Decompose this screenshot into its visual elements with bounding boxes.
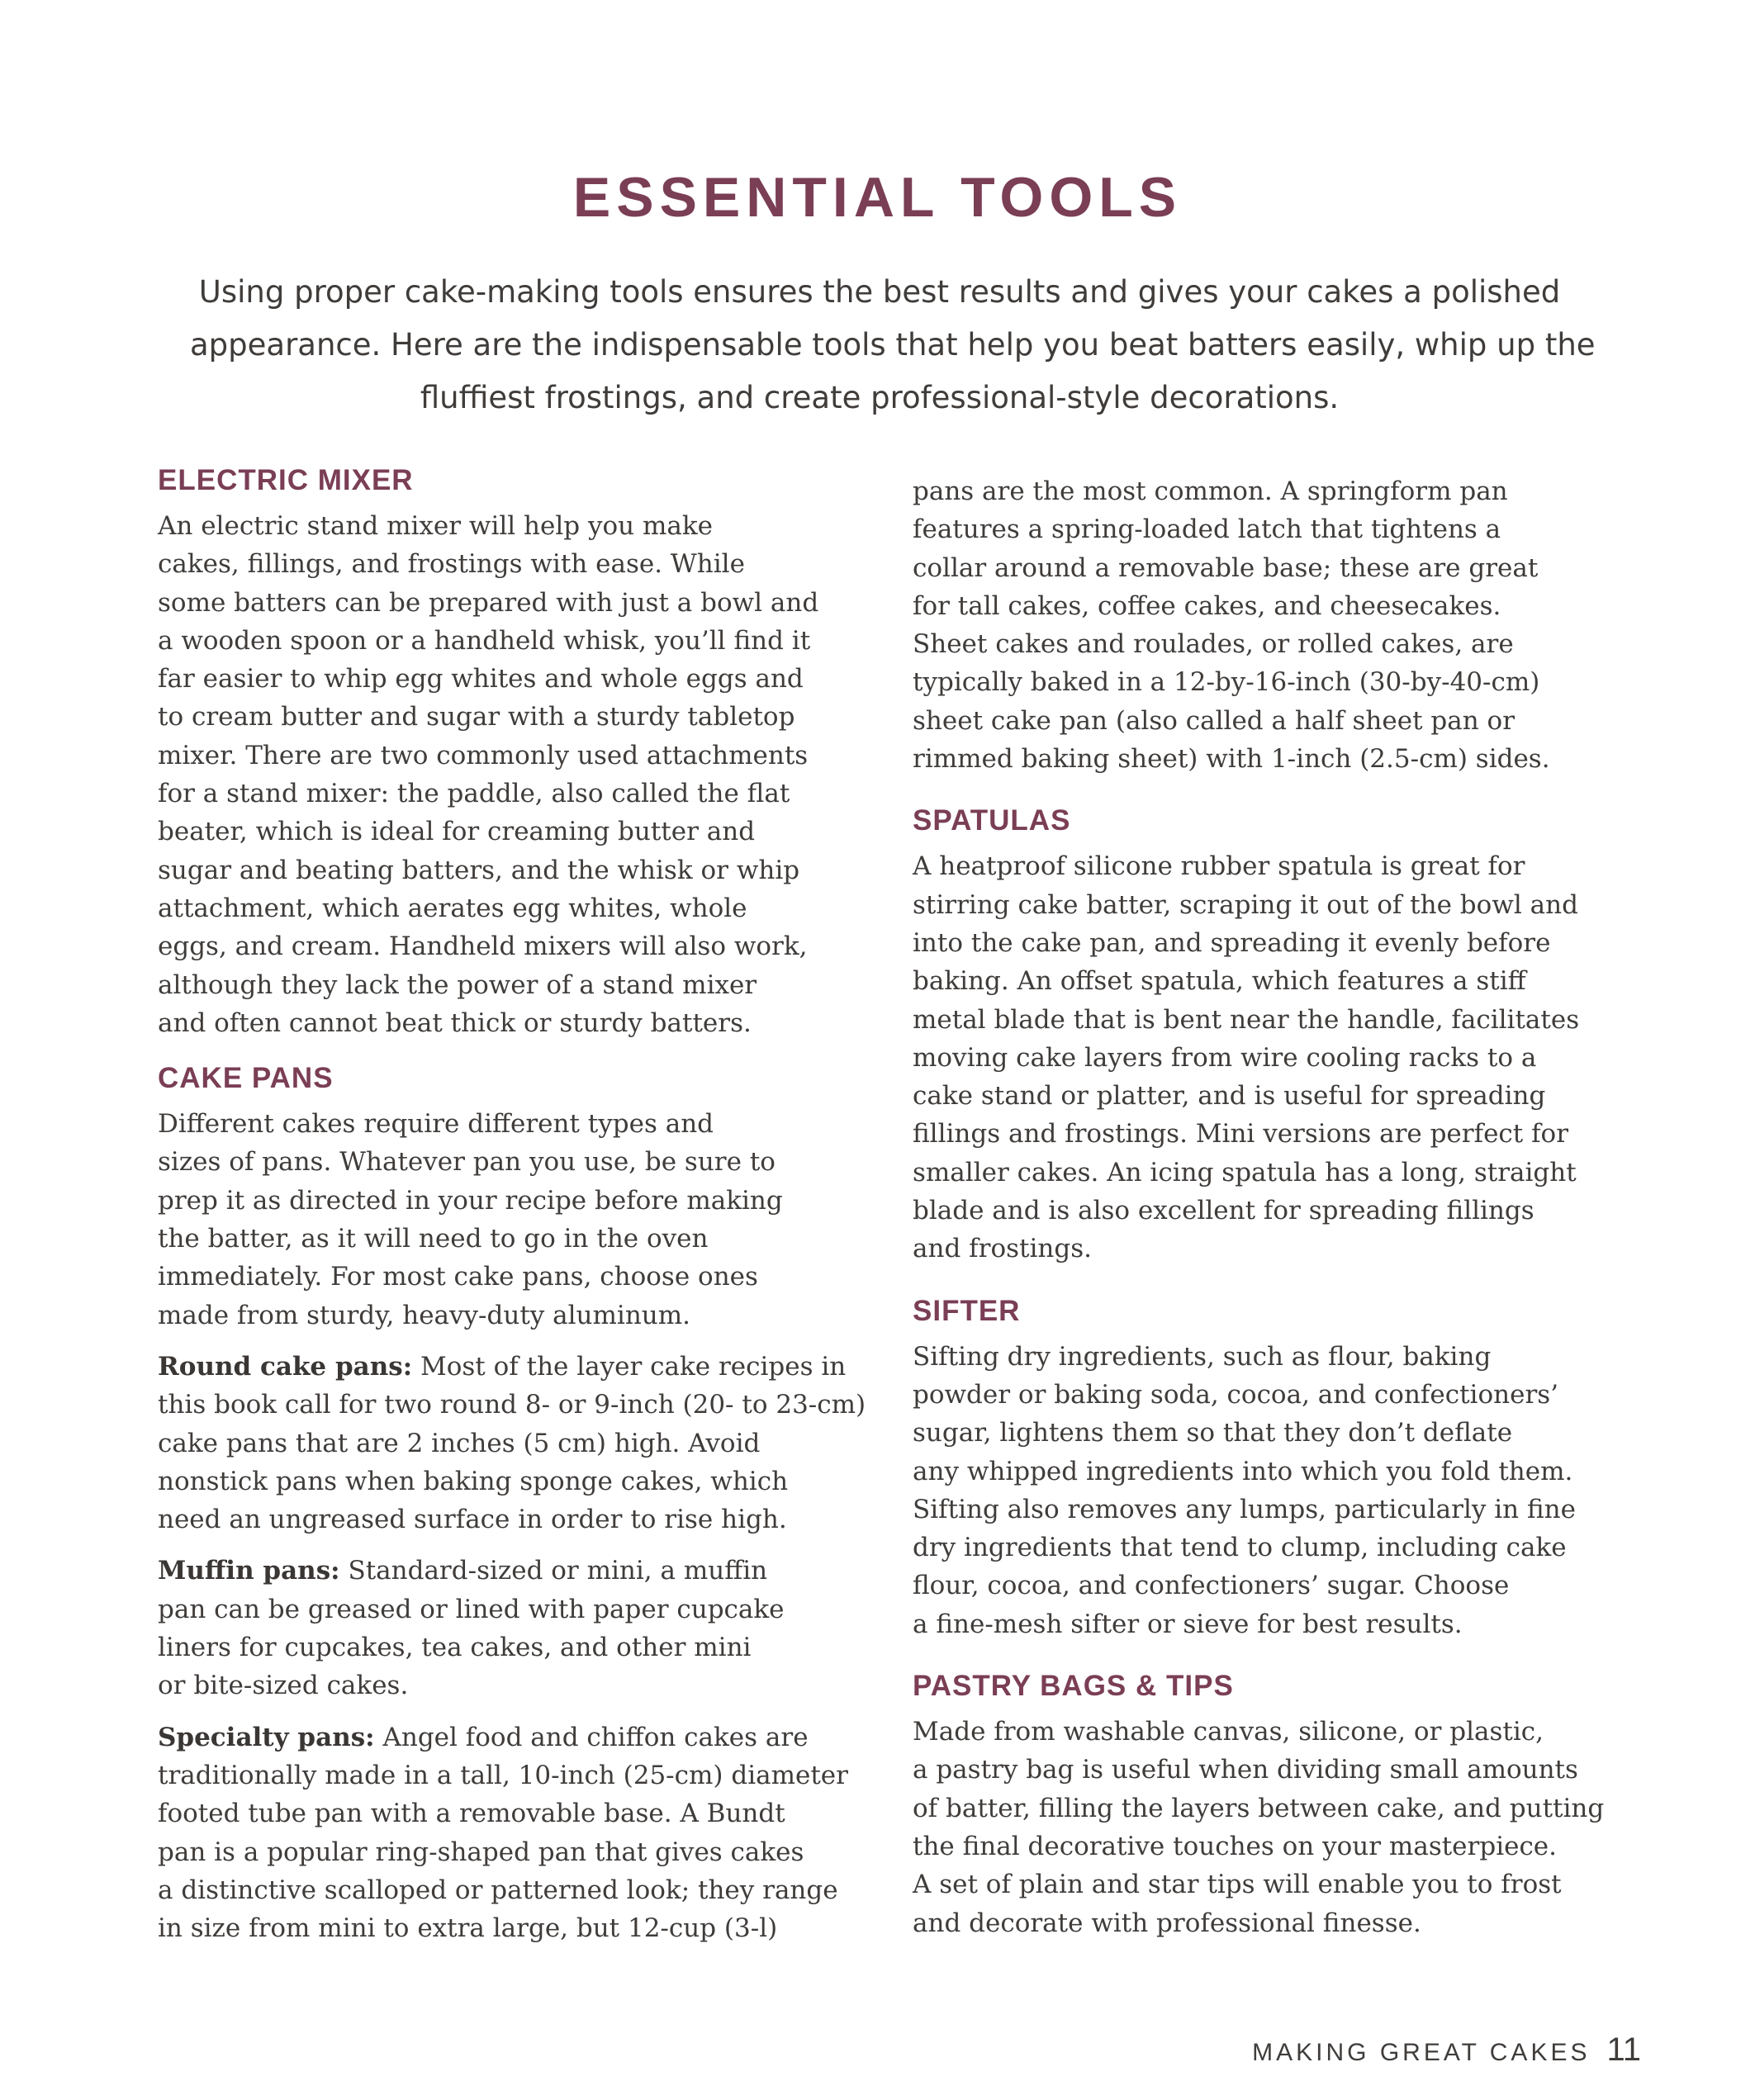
spatulas-text — [913, 847, 1639, 1268]
section-heading-spatulas: SPATULAS — [913, 804, 1071, 837]
sifter-text — [913, 1338, 1639, 1643]
text-line: pan is a popular ring-shaped pan that gives cakes — [158, 1837, 804, 1867]
section-heading-electric-mixer: ELECTRIC MIXER — [158, 464, 414, 496]
text-line: and often cannot beat thick or sturdy batters. — [158, 1007, 752, 1038]
specialty-pans-text — [158, 1718, 885, 1948]
text-line: Sheet cakes and roulades, or rolled cakes, are — [913, 629, 1514, 660]
section-heading-pastry-bags: PASTRY BAGS & TIPS — [913, 1670, 1234, 1703]
intro-line: Using proper cake-making tools ensures the best results and gives your cakes a polished — [198, 274, 1561, 310]
text-line: the batter, as it will need to go in the oven — [158, 1224, 709, 1254]
text-line: a wooden spoon or a handheld whisk, you’ll find it — [158, 625, 811, 656]
text-line: any whipped ingredients into which you fold them. — [913, 1456, 1573, 1486]
page-footer — [1252, 2031, 1641, 2069]
left-column — [158, 462, 885, 1947]
text-line: the final decorative touches on your masterpiece. — [913, 1831, 1558, 1861]
text-line: blade and is also excellent for spreading fillings — [913, 1196, 1534, 1226]
text-line: immediately. For most cake pans, choose ones — [158, 1262, 758, 1292]
text-line: beater, which is ideal for creaming butter and — [158, 817, 756, 847]
text-line — [158, 1552, 885, 1590]
cake-pans-text — [158, 1105, 885, 1334]
text-line: to cream butter and sugar with a sturdy tabletop — [158, 702, 795, 732]
electric-mixer-text — [158, 507, 885, 1042]
text-line: Different cakes require different types and — [158, 1109, 714, 1140]
section-heading-sifter: SIFTER — [913, 1294, 1021, 1327]
text-fragment: Most of the layer cake recipes in — [412, 1351, 847, 1382]
text-line: Made from washable canvas, silicone, or plastic, — [913, 1717, 1544, 1747]
text-line: flour, cocoa, and confectioners’ sugar. Choose — [913, 1571, 1510, 1601]
text-line: typically baked in a 12-by-16-inch (30-by-40-cm) — [913, 667, 1540, 698]
text-line: a pastry bag is useful when dividing small amounts — [913, 1755, 1578, 1785]
page-title: ESSENTIAL TOOLS — [572, 166, 1183, 229]
text-line: metal blade that is bent near the handle, facilitates — [913, 1004, 1580, 1035]
text-line: A set of plain and star tips will enable you to frost — [913, 1870, 1562, 1900]
text-line: need an ungreased surface in order to rise high. — [158, 1505, 787, 1535]
text-line: liners for cupcakes, tea cakes, and other mini — [158, 1633, 752, 1663]
intro-line: appearance. Here are the indispensable tools that help you beat batters easily, whip up the — [190, 327, 1596, 363]
text-line: Sifting also removes any lumps, particularly in fine — [913, 1494, 1576, 1524]
text-line: and frostings. — [913, 1234, 1092, 1264]
page-number: 11 — [1606, 2031, 1641, 2068]
text-line: An electric stand mixer will help you make — [158, 511, 713, 541]
text-line: cake stand or platter, and is useful for spreading — [913, 1081, 1546, 1112]
text-line: baking. An offset spatula, which features a stiff — [913, 966, 1526, 997]
text-line: a fine-mesh sifter or sieve for best results. — [913, 1609, 1463, 1639]
text-line: in size from mini to extra large, but 12-cup (3-l) — [158, 1913, 778, 1944]
text-line: powder or baking soda, cocoa, and confectioners’ — [913, 1379, 1559, 1410]
text-line: pan can be greased or lined with paper cupcake — [158, 1594, 785, 1624]
text-line: some batters can be prepared with just a bowl and — [158, 587, 819, 618]
text-line: cakes, fillings, and frostings with ease. While — [158, 549, 745, 580]
text-line: made from sturdy, heavy-duty aluminum. — [158, 1300, 691, 1330]
text-line: and decorate with professional finesse. — [913, 1908, 1421, 1938]
text-line: pans are the most common. A springform pan — [913, 476, 1508, 506]
text-line: a distinctive scalloped or patterned look; they range — [158, 1875, 838, 1905]
text-line: into the cake pan, and spreading it evenly before — [913, 927, 1551, 958]
text-line: sheet cake pan (also called a half sheet pan or — [913, 705, 1515, 736]
text-line: eggs, and cream. Handheld mixers will also work, — [158, 931, 808, 962]
text-line: sugar, lightens them so that they don’t deflate — [913, 1418, 1513, 1448]
text-line: mixer. There are two commonly used attachments — [158, 740, 809, 770]
text-line: dry ingredients that tend to clump, including cake — [913, 1533, 1567, 1563]
text-line: or bite-sized cakes. — [158, 1671, 409, 1701]
text-line: cake pans that are 2 inches (5 cm) high. Avoid — [158, 1428, 761, 1458]
text-line: for a stand mixer: the paddle, also called the flat — [158, 779, 790, 809]
text-line — [158, 1348, 885, 1386]
muffin-pans-label: Muffin pans: — [158, 1556, 340, 1586]
text-line: fillings and frostings. Mini versions are perfect for — [913, 1119, 1569, 1150]
text-line: sugar and beating batters, and the whisk or whip — [158, 855, 800, 885]
text-fragment: Standard-sized or mini, a muffin — [339, 1556, 768, 1586]
text-line: stirring cake batter, scraping it out of the bowl and — [913, 889, 1578, 920]
section-heading-cake-pans: CAKE PANS — [158, 1062, 334, 1095]
footer-section-title: MAKING GREAT CAKES — [1252, 2039, 1591, 2066]
round-cake-pans-text — [158, 1348, 885, 1538]
specialty-pans-label: Specialty pans: — [158, 1722, 375, 1752]
text-line: smaller cakes. An icing spatula has a long, straight — [913, 1157, 1577, 1187]
text-fragment: Angel food and chiffon cakes are — [374, 1722, 809, 1752]
text-line: rimmed baking sheet) with 1-inch (2.5-cm) sides. — [913, 744, 1550, 775]
specialty-pans-continued-text — [913, 472, 1639, 778]
right-column — [913, 472, 1639, 1942]
text-line: for tall cakes, coffee cakes, and cheesecakes. — [913, 590, 1501, 621]
text-line: this book call for two round 8- or 9-inch (20- to 23-cm) — [158, 1390, 866, 1420]
pastry-bags-text — [913, 1713, 1639, 1942]
text-line: sizes of pans. Whatever pan you use, be sure to — [158, 1147, 776, 1178]
text-line: of batter, filling the layers between cake, and putting — [913, 1793, 1605, 1823]
intro-line: fluffiest frostings, and create professional-style decorations. — [420, 380, 1340, 415]
text-line: features a spring-loaded latch that tightens a — [913, 514, 1501, 545]
text-line: collar around a removable base; these are great — [913, 552, 1539, 583]
muffin-pans-text — [158, 1552, 885, 1704]
round-cake-pans-label: Round cake pans: — [158, 1351, 413, 1382]
text-line: footed tube pan with a removable base. A Bundt — [158, 1799, 785, 1829]
text-line: prep it as directed in your recipe before making — [158, 1185, 783, 1216]
text-line: Sifting dry ingredients, such as flour, baking — [913, 1341, 1492, 1372]
text-line: attachment, which aerates egg whites, whole — [158, 893, 747, 923]
text-line: although they lack the power of a stand mixer — [158, 969, 757, 1000]
text-line: moving cake layers from wire cooling racks to a — [913, 1042, 1537, 1073]
text-line: far easier to whip egg whites and whole eggs and — [158, 664, 804, 694]
text-line — [158, 1718, 885, 1756]
text-line: A heatproof silicone rubber spatula is great for — [913, 851, 1525, 882]
text-line: traditionally made in a tall, 10-inch (25-cm) diameter — [158, 1760, 848, 1790]
text-line: nonstick pans when baking sponge cakes, which — [158, 1466, 789, 1496]
intro-paragraph — [190, 266, 1596, 424]
